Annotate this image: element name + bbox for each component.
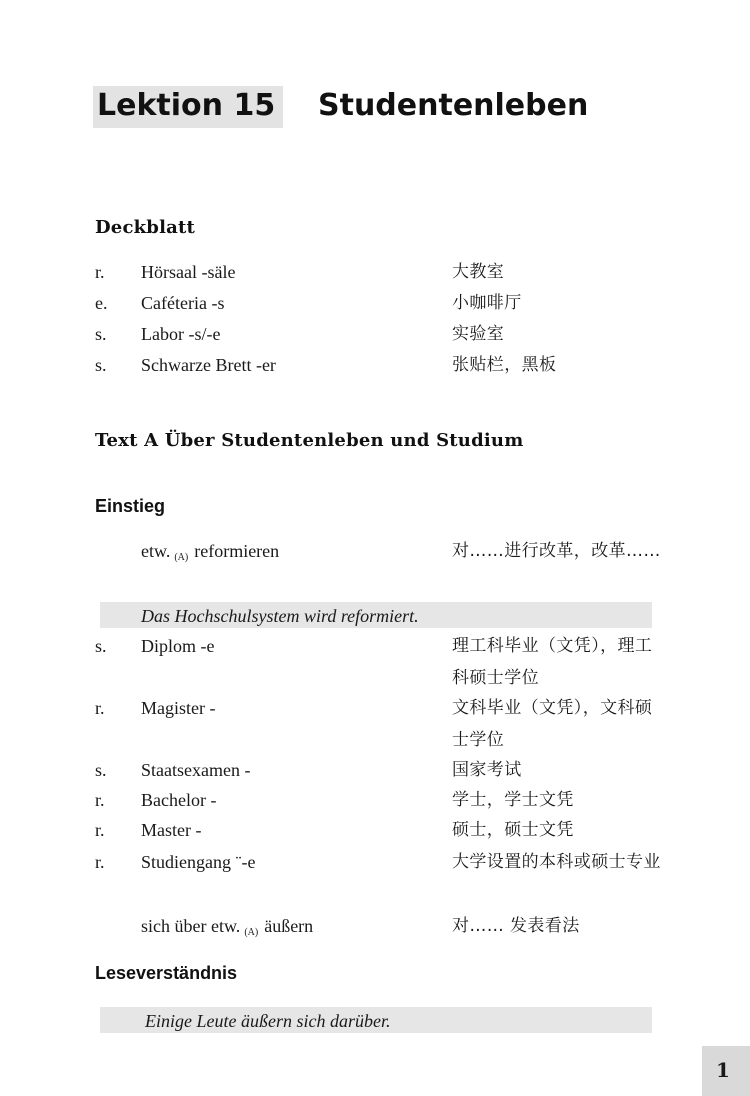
section-title-deckblatt: Deckblatt (95, 217, 196, 238)
vocab-article: s. (95, 324, 107, 344)
vocab-article: r. (95, 820, 105, 840)
example-sentence: Das Hochschulsystem wird reformiert. (141, 606, 419, 626)
case-marker: (A) (244, 927, 259, 938)
vocab-article: s. (95, 355, 107, 375)
example-sentence: Einige Leute äußern sich darüber. (145, 1011, 391, 1031)
vocab-word-verb: äußern (264, 916, 314, 936)
vocab-article: r. (95, 790, 105, 810)
vocab-translation: 对…… 发表看法 (452, 916, 580, 936)
vocab-word: Diplom -e (141, 636, 215, 656)
page-number: 1 (716, 1058, 730, 1082)
vocab-word: Staatsexamen - (141, 760, 251, 780)
section-title-leseverstaendnis: Leseverständnis (95, 963, 238, 983)
case-marker: (A) (174, 552, 189, 563)
vocab-article: r. (95, 262, 105, 282)
lesson-label: Lektion 15 (97, 88, 276, 123)
section-title-text-a: Text A Über Studentenleben und Studium (95, 430, 524, 451)
vocab-translation: 学士，学士文凭 (452, 790, 574, 810)
vocab-word: Schwarze Brett -er (141, 355, 276, 375)
vocab-translation: 国家考试 (452, 760, 522, 780)
vocab-word: Labor -s/-e (141, 324, 221, 344)
lesson-title: Studentenleben (318, 88, 589, 123)
vocab-word: Bachelor - (141, 790, 217, 810)
vocab-word-prefix: sich über etw. (141, 916, 241, 936)
vocab-word: Hörsaal -säle (141, 262, 236, 282)
vocab-word: Studiengang ¨-e (141, 852, 256, 872)
vocab-translation: 对……进行改革，改革…… (452, 541, 661, 561)
vocab-translation: 实验室 (452, 324, 505, 344)
vocab-word: Caféteria -s (141, 293, 225, 313)
vocab-translation: 硕士，硕士文凭 (452, 820, 574, 840)
vocab-word: Magister - (141, 698, 216, 718)
vocab-article: r. (95, 698, 105, 718)
vocab-word: Master - (141, 820, 202, 840)
vocab-translation: 大教室 (452, 262, 505, 282)
vocab-translation: 理工科毕业（文凭），理工科硕士学位 (452, 636, 653, 688)
vocab-word-verb: reformieren (194, 541, 280, 561)
vocab-article: s. (95, 636, 107, 656)
vocab-article: e. (95, 293, 108, 313)
vocab-translation: 张贴栏，黑板 (452, 355, 557, 375)
vocab-translation: 小咖啡厅 (452, 293, 522, 313)
vocab-word (141, 539, 279, 570)
vocab-article: s. (95, 760, 107, 780)
vocab-translation: 大学设置的本科或硕士专业 (452, 852, 661, 872)
vocab-word (141, 914, 313, 945)
vocab-article: r. (95, 852, 105, 872)
vocab-translation: 文科毕业（文凭），文科硕士学位 (452, 698, 653, 750)
vocab-word-prefix: etw. (141, 541, 171, 561)
section-title-einstieg: Einstieg (95, 496, 166, 516)
